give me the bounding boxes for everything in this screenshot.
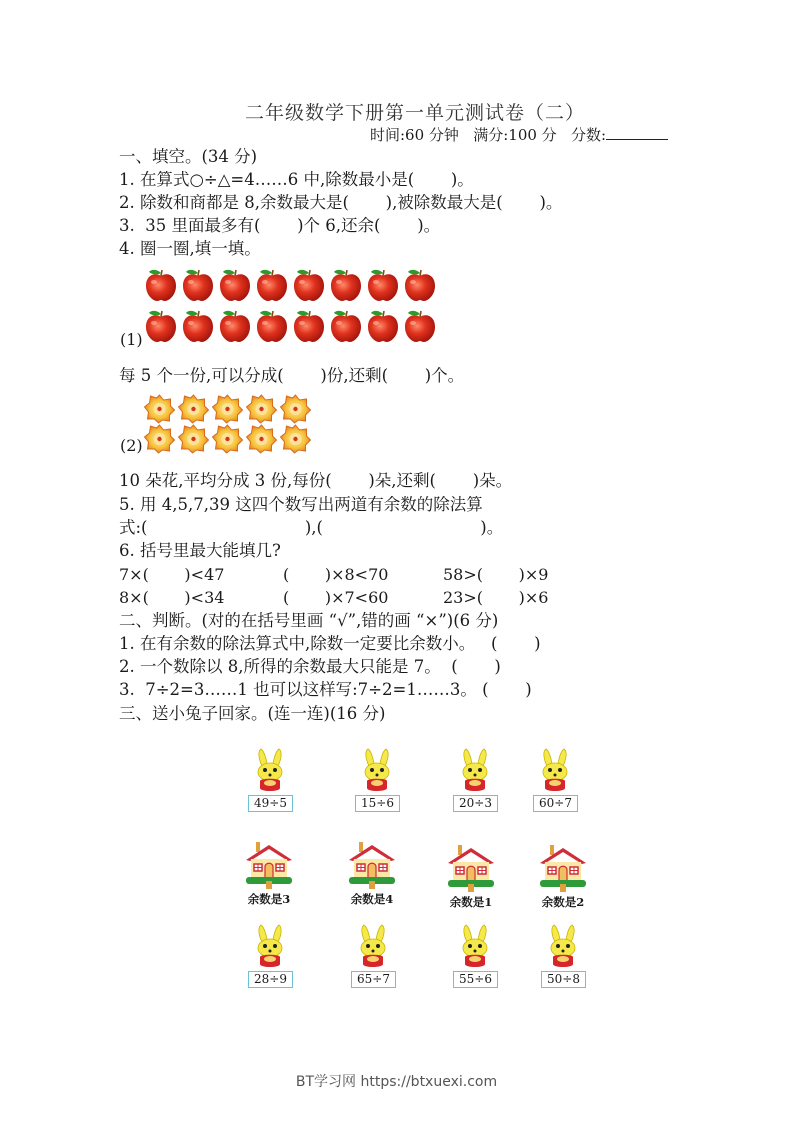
q6-item: ( )×7<60 [283, 588, 389, 607]
q1-5-line1: 5. 用 4,5,7,39 这四个数写出两道有余数的除法算 [119, 495, 483, 514]
q2-1: 1. 在有余数的除法算式中,除数一定要比余数小。 ( ) [119, 634, 541, 653]
apple-icon [217, 267, 253, 303]
rabbit-icon [250, 924, 290, 970]
apple-row-2 [143, 308, 439, 344]
rabbit-bottom-2[interactable] [351, 924, 396, 988]
rabbit-icon [353, 924, 393, 970]
apple-icon [180, 308, 216, 344]
q2-2: 2. 一个数除以 8,所得的余数最大只能是 7。 ( ) [119, 657, 501, 676]
rabbit-icon [543, 924, 583, 970]
house-icon [446, 843, 496, 893]
section1-heading: 一、填空。(34 分) [119, 147, 258, 166]
q4-1-text: 每 5 个一份,可以分成( )份,还剩( )个。 [119, 366, 465, 385]
house-icon [538, 843, 588, 893]
apple-icon [291, 308, 327, 344]
q4-1-label: (1) [120, 330, 143, 349]
flower-icon [143, 394, 176, 424]
score-blank[interactable] [606, 125, 668, 140]
apple-icon [143, 308, 179, 344]
house-icon [347, 840, 397, 890]
q6-item: 7×( )<47 [119, 565, 225, 584]
flower-icon [177, 424, 210, 454]
q4-2-text: 10 朵花,平均分成 3 份,每份( )朵,还剩( )朵。 [119, 471, 513, 490]
flower-row-1 [143, 394, 313, 424]
apple-icon [365, 267, 401, 303]
q1-5-line2: 式:( ),( )。 [119, 518, 504, 537]
full-score-label: 满分:100 分 [473, 126, 557, 144]
flower-icon [177, 394, 210, 424]
rabbit-expression: 55÷6 [453, 971, 498, 988]
q4-2-label: (2) [120, 436, 143, 455]
q6-item: 8×( )<34 [119, 588, 225, 607]
q1-4: 4. 圈一圈,填一填。 [119, 239, 261, 258]
house-label: 余数是2 [541, 895, 585, 909]
apple-icon [328, 267, 364, 303]
section2-heading: 二、判断。(对的在括号里画 “√”,错的画 “×”)(6 分) [119, 611, 499, 630]
house-4[interactable] [538, 843, 588, 910]
house-label: 余数是4 [350, 892, 394, 906]
rabbit-icon [250, 748, 290, 794]
flower-icon [211, 424, 244, 454]
apple-row-1 [143, 267, 439, 303]
flower-icon [211, 394, 244, 424]
rabbit-top-3[interactable] [453, 748, 498, 812]
house-3[interactable] [446, 843, 496, 910]
rabbit-bottom-1[interactable] [248, 924, 293, 988]
apple-icon [254, 267, 290, 303]
apple-icon [291, 267, 327, 303]
time-label: 时间:60 分钟 [370, 126, 459, 144]
flower-icon [143, 424, 176, 454]
section3-heading: 三、送小兔子回家。(连一连)(16 分) [119, 704, 386, 723]
apple-icon [143, 267, 179, 303]
q1-6: 6. 括号里最大能填几? [119, 541, 281, 560]
page-title: 二年级数学下册第一单元测试卷（二） [244, 102, 585, 124]
house-1[interactable] [244, 840, 294, 907]
score-label: 分数: [571, 126, 607, 144]
apple-icon [402, 308, 438, 344]
flower-icon [279, 424, 312, 454]
rabbit-icon [535, 748, 575, 794]
apple-icon [328, 308, 364, 344]
footer-watermark: BT学习网 https://btxuexi.com [295, 1074, 498, 1090]
rabbit-top-2[interactable] [355, 748, 400, 812]
q1-1: 1. 在算式○÷△=4……6 中,除数最小是( )。 [119, 170, 474, 189]
rabbit-icon [357, 748, 397, 794]
q2-3: 3. 7÷2=3……1 也可以这样写:7÷2=1……3。 ( ) [119, 680, 532, 699]
apple-icon [402, 267, 438, 303]
rabbit-bottom-3[interactable] [453, 924, 498, 988]
rabbit-expression: 60÷7 [533, 795, 578, 812]
apple-icon [254, 308, 290, 344]
apple-icon [365, 308, 401, 344]
rabbit-top-1[interactable] [248, 748, 293, 812]
q1-3: 3. 35 里面最多有( )个 6,还余( )。 [119, 216, 441, 235]
house-icon [244, 840, 294, 890]
house-label: 余数是1 [449, 895, 493, 909]
flower-icon [245, 394, 278, 424]
q6-item: 58>( )×9 [443, 565, 549, 584]
q6-item: 23>( )×6 [443, 588, 549, 607]
rabbit-top-4[interactable] [533, 748, 578, 812]
flower-icon [279, 394, 312, 424]
rabbit-expression: 49÷5 [248, 795, 293, 812]
rabbit-icon [455, 924, 495, 970]
exam-meta [370, 124, 668, 145]
rabbit-bottom-4[interactable] [541, 924, 586, 988]
house-2[interactable] [347, 840, 397, 907]
flower-icon [245, 424, 278, 454]
rabbit-expression: 50÷8 [541, 971, 586, 988]
rabbit-expression: 15÷6 [355, 795, 400, 812]
q6-item: ( )×8<70 [283, 565, 389, 584]
rabbit-expression: 20÷3 [453, 795, 498, 812]
rabbit-expression: 65÷7 [351, 971, 396, 988]
rabbit-expression: 28÷9 [248, 971, 293, 988]
flower-row-2 [143, 424, 313, 454]
q1-2: 2. 除数和商都是 8,余数最大是( ),被除数最大是( )。 [119, 193, 563, 212]
apple-icon [217, 308, 253, 344]
apple-icon [180, 267, 216, 303]
house-label: 余数是3 [247, 892, 291, 906]
rabbit-icon [455, 748, 495, 794]
